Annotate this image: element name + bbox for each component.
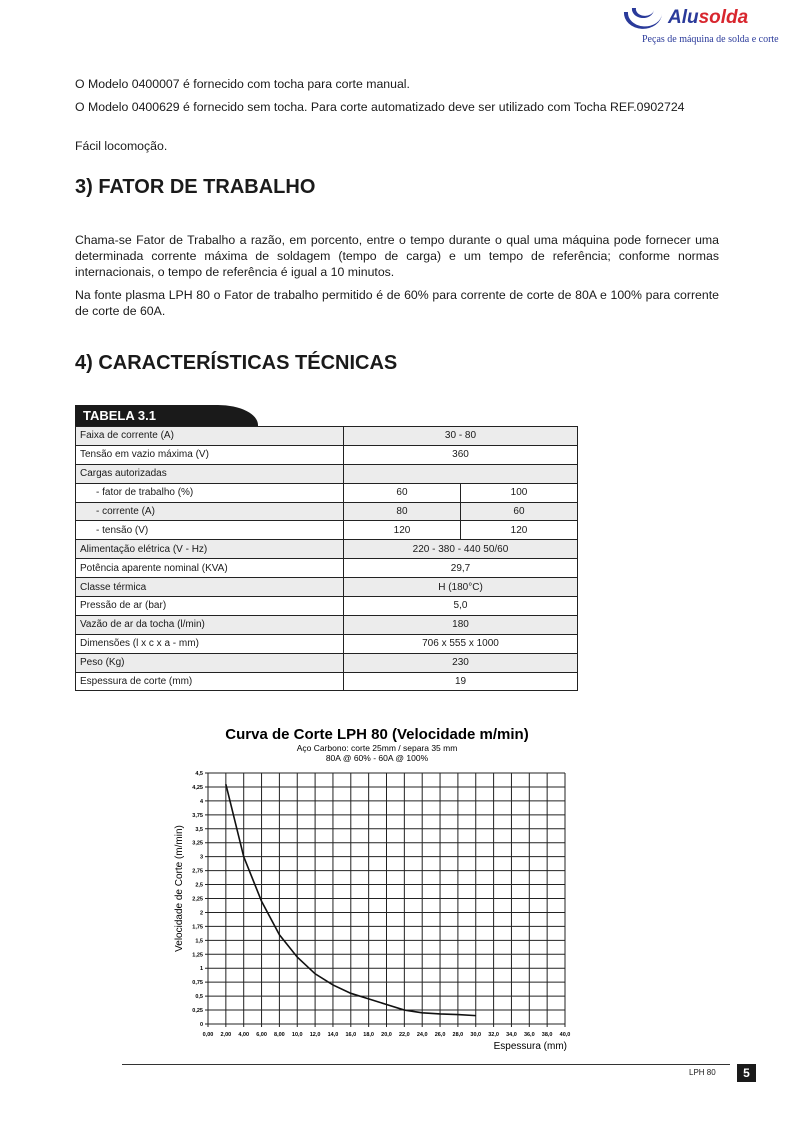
spec-table bbox=[75, 426, 578, 691]
x-tick-label: 32,0 bbox=[488, 1032, 499, 1038]
row-label: Potência aparente nominal (KVA) bbox=[76, 559, 344, 578]
x-tick-label: 38,0 bbox=[541, 1032, 553, 1038]
row-label: - tensão (V) bbox=[76, 521, 344, 540]
row-label: Pressão de ar (bar) bbox=[76, 597, 344, 616]
row-value: 80 bbox=[344, 502, 461, 521]
y-tick-label: 2,5 bbox=[195, 882, 203, 889]
y-tick-label: 3,5 bbox=[195, 826, 203, 833]
row-value: H (180°C) bbox=[344, 578, 578, 597]
x-tick-label: 16,0 bbox=[345, 1032, 357, 1038]
x-tick-label: 28,0 bbox=[452, 1032, 464, 1038]
table-row bbox=[76, 445, 578, 464]
table-row bbox=[76, 653, 578, 672]
y-tick-label: 0 bbox=[199, 1022, 203, 1028]
section-4-heading: 4) CARACTERÍSTICAS TÉCNICAS bbox=[75, 352, 398, 374]
footer-model: LPH 80 bbox=[689, 1068, 716, 1077]
x-tick-label: 34,0 bbox=[506, 1032, 517, 1038]
row-value: 230 bbox=[344, 653, 578, 672]
row-label: Cargas autorizadas bbox=[76, 464, 344, 483]
row-value: 100 bbox=[460, 483, 577, 502]
alusolda-logo: Alusolda Peças de máquina de solda e corte bbox=[618, 2, 788, 46]
chart-title: Curva de Corte LPH 80 (Velocidade m/min) bbox=[225, 726, 529, 743]
y-tick-label: 1,5 bbox=[195, 938, 203, 945]
x-tick-label: 40,0 bbox=[559, 1032, 571, 1038]
table-title: TABELA 3.1 bbox=[75, 405, 258, 427]
y-tick-label: 0,25 bbox=[192, 1008, 203, 1015]
x-tick-label: 10,0 bbox=[291, 1032, 303, 1038]
table-row bbox=[76, 578, 578, 597]
chart-subtitle: Aço Carbono: corte 25mm / separa 35 mm bbox=[296, 743, 458, 753]
row-value: 180 bbox=[344, 615, 578, 634]
row-label: - corrente (A) bbox=[76, 502, 344, 521]
y-tick-label: 3,25 bbox=[192, 840, 203, 847]
footer-divider bbox=[122, 1064, 730, 1065]
y-tick-label: 2,75 bbox=[192, 868, 203, 875]
row-value: 29,7 bbox=[344, 559, 578, 578]
table-row bbox=[76, 672, 578, 691]
x-axis-label: Espessura (mm) bbox=[493, 1041, 567, 1052]
table-row bbox=[76, 597, 578, 616]
row-label: Peso (Kg) bbox=[76, 653, 344, 672]
x-tick-label: 4,00 bbox=[238, 1032, 250, 1038]
logo-swirl-icon bbox=[618, 4, 668, 38]
y-tick-label: 1 bbox=[199, 966, 203, 973]
table-row bbox=[76, 615, 578, 634]
intro-paragraph-3: Fácil locomoção. bbox=[75, 139, 168, 153]
table-row bbox=[76, 464, 578, 483]
row-label: Classe térmica bbox=[76, 578, 344, 597]
row-label: Dimensões (l x c x a - mm) bbox=[76, 634, 344, 653]
table-row bbox=[76, 483, 578, 502]
page-number: 5 bbox=[737, 1064, 756, 1082]
table-row bbox=[76, 502, 578, 521]
x-tick-label: 8,00 bbox=[274, 1032, 285, 1038]
x-tick-label: 12,0 bbox=[309, 1032, 321, 1038]
y-tick-label: 0,5 bbox=[195, 994, 203, 1001]
row-value: 120 bbox=[344, 521, 461, 540]
y-tick-label: 2,25 bbox=[192, 896, 203, 903]
y-tick-label: 2 bbox=[199, 910, 203, 917]
table-row bbox=[76, 427, 578, 446]
row-label: - fator de trabalho (%) bbox=[76, 483, 344, 502]
x-tick-label: 2,00 bbox=[220, 1032, 232, 1038]
row-value: 706 x 555 x 1000 bbox=[344, 634, 578, 653]
row-value: 220 - 380 - 440 50/60 bbox=[344, 540, 578, 559]
section-3-heading: 3) FATOR DE TRABALHO bbox=[75, 176, 316, 198]
section-3-paragraph-1: Chama-se Fator de Trabalho a razão, em porcento, entre o tempo durante o qual uma máquina pode fornecer uma determinada corrente máxima de soldagem (tempo de carga) e um tempo de referência; conforme normas internacionais, o tempo de referência é igual a 10 minutos. bbox=[75, 233, 719, 279]
y-tick-label: 1,25 bbox=[192, 952, 203, 959]
x-tick-label: 24,0 bbox=[416, 1032, 428, 1038]
x-tick-label: 22,0 bbox=[398, 1032, 410, 1038]
row-label: Vazão de ar da tocha (l/min) bbox=[76, 615, 344, 634]
y-tick-label: 1,75 bbox=[192, 924, 203, 931]
x-tick-label: 14,0 bbox=[327, 1032, 339, 1038]
y-tick-label: 3 bbox=[199, 854, 203, 861]
y-axis-label: Velocidade de Corte (m/min) bbox=[174, 825, 185, 952]
y-tick-label: 4 bbox=[199, 798, 203, 805]
intro-paragraph-1: O Modelo 0400007 é fornecido com tocha para corte manual. bbox=[75, 77, 410, 91]
x-tick-label: 20,0 bbox=[381, 1032, 392, 1038]
row-value: 30 - 80 bbox=[344, 427, 578, 446]
x-tick-label: 6,00 bbox=[256, 1032, 267, 1038]
row-label: Faixa de corrente (A) bbox=[76, 427, 344, 446]
row-value: 19 bbox=[344, 672, 578, 691]
row-value: 60 bbox=[460, 502, 577, 521]
cutting-curve-chart bbox=[160, 720, 590, 1060]
y-tick-label: 4,25 bbox=[192, 784, 203, 791]
row-label: Alimentação elétrica (V - Hz) bbox=[76, 540, 344, 559]
x-tick-label: 18,0 bbox=[363, 1032, 375, 1038]
row-value: 5,0 bbox=[344, 597, 578, 616]
table-row bbox=[76, 634, 578, 653]
y-tick-label: 0,75 bbox=[192, 980, 203, 987]
row-label: Tensão em vazio máxima (V) bbox=[76, 445, 344, 464]
row-value: 360 bbox=[344, 445, 578, 464]
row-value bbox=[344, 464, 578, 483]
x-tick-label: 30,0 bbox=[470, 1032, 482, 1038]
row-label: Espessura de corte (mm) bbox=[76, 672, 344, 691]
chart-subtitle: 80A @ 60% - 60A @ 100% bbox=[325, 753, 429, 763]
table-row bbox=[76, 559, 578, 578]
x-tick-label: 26,0 bbox=[434, 1032, 446, 1038]
x-tick-label: 0,00 bbox=[202, 1032, 214, 1038]
table-row bbox=[76, 521, 578, 540]
y-tick-label: 3,75 bbox=[192, 812, 203, 819]
section-3-paragraph-2: Na fonte plasma LPH 80 o Fator de trabalho permitido é de 60% para corrente de corte de 80A e 100% para corrente de corte de 60A. bbox=[75, 288, 719, 318]
x-tick-label: 36,0 bbox=[523, 1032, 535, 1038]
y-tick-label: 4,5 bbox=[195, 771, 203, 777]
intro-paragraph-2: O Modelo 0400629 é fornecido sem tocha. Para corte automatizado deve ser utilizado com Tocha REF.0902724 bbox=[75, 100, 685, 114]
row-value: 60 bbox=[344, 483, 461, 502]
row-value: 120 bbox=[460, 521, 577, 540]
table-row bbox=[76, 540, 578, 559]
